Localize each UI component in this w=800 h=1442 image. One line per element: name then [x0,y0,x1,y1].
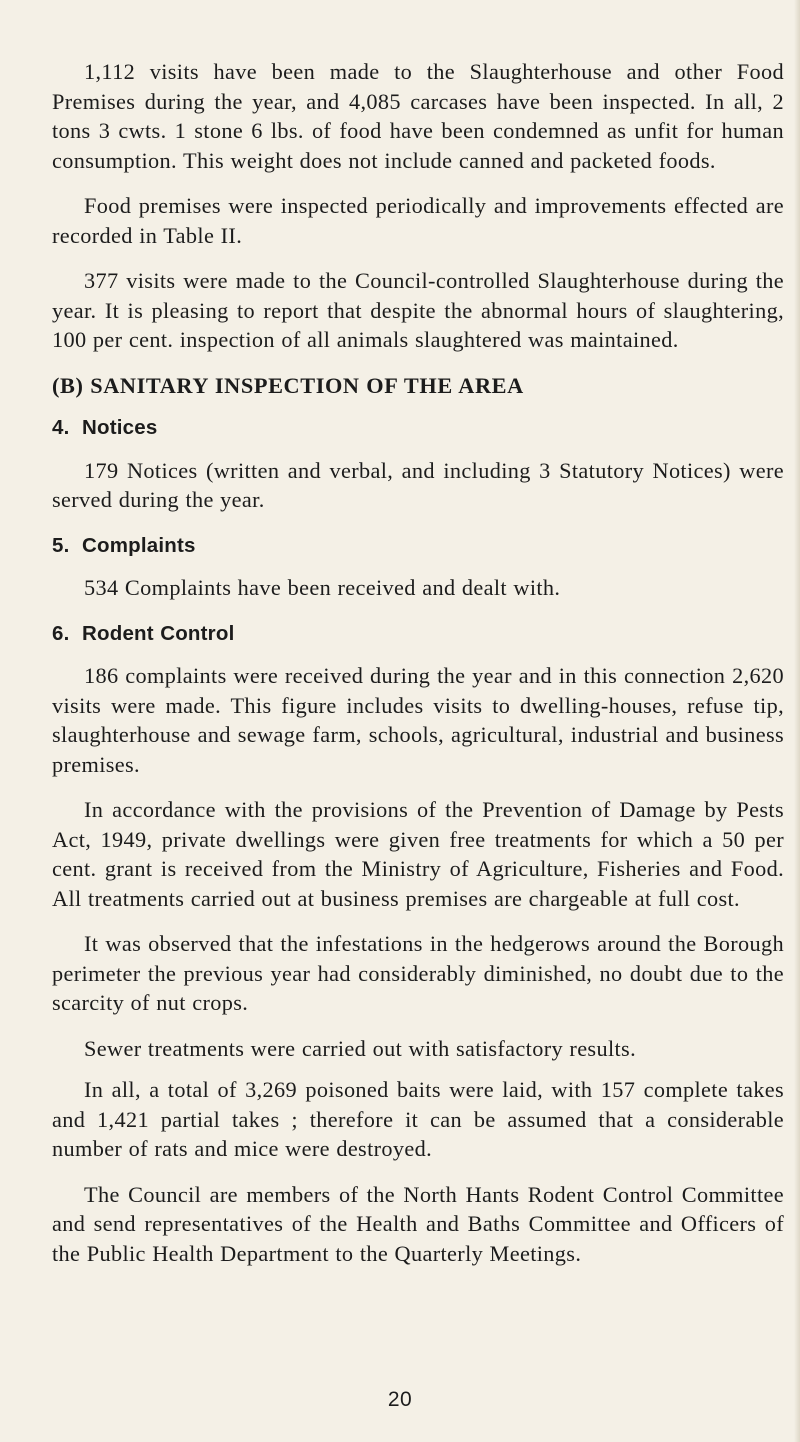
sub-heading-number: 5. [52,533,70,557]
sub-heading-number: 4. [52,416,70,439]
sub-heading-complaints [52,531,784,561]
paragraph-slaughterhouse-visits: 377 visits were made to the Council-controlled Slaughterhouse during the year. It is pleasing to report that despite the abnormal hours of slaughtering, 100 per cent. inspection of all animals slaughtered was maintained. [52,268,784,352]
sub-heading-rodent-control [52,619,784,649]
paragraph-pests-act: In accordance with the provisions of the Prevention of Damage by Pests Act, 1949, private dwellings were given free treatments for which a 50 per cent. grant is received from the Ministry of Agriculture, Fisheries and Food. All treatments carried out at business premises are chargeable at full cost. [52,797,784,911]
sub-heading-title: Complaints [82,533,196,557]
section-heading-sanitary-inspection: (B) SANITARY INSPECTION OF THE AREA [52,372,524,398]
paragraph-poisoned-baits: In all, a total of 3,269 poisoned baits were laid, with 157 complete takes and 1,421 partial takes ; therefore it can be assumed that a considerable number of rats and mice were destroyed. [52,1077,784,1161]
paragraph-hedgerow-infestations: It was observed that the infestations in the hedgerows around the Borough perimeter the previous year had considerably diminished, no doubt due to the scarcity of nut crops. [52,931,784,1015]
paragraph-north-hants-committee: The Council are members of the North Hants Rodent Control Committee and send representatives of the Health and Baths Committee and Officers of the Public Health Department to the Quarterly Meetings. [52,1181,784,1266]
paragraph-sewer-treatments: Sewer treatments were carried out with satisfactory results. [84,1035,637,1061]
sub-heading-notices [52,413,784,443]
sub-heading-title: Rodent Control [82,621,235,645]
paragraph-food-premises-inspection: Food premises were inspected periodically and improvements effected are recorded in Table II. [52,193,784,248]
paragraph-notices: 179 Notices (written and verbal, and including 3 Statutory Notices) were served during the year. [52,457,784,512]
page-number: 20 [387,1388,413,1411]
sub-heading-title: Notices [82,416,158,439]
sub-heading-number: 6. [52,621,70,645]
paragraph-food-premises-visits: 1,112 visits have been made to the Slaughterhouse and other Food Premises during the year, and 4,085 carcases have been inspected. In all, 2 tons 3 cwts. 1 stone 6 lbs. of food have been condemned as unfit for human consumption. This weight does not include canned and packeted foods. [52,59,784,173]
paragraph-complaints: 534 Complaints have been received and dealt with. [84,575,561,600]
document-body [52,57,784,1284]
paragraph-rodent-complaints: 186 complaints were received during the year and in this connection 2,620 visits were made. This figure includes visits to dwelling-houses, refuse tip, slaughterhouse and sewage farm, schools, agricultural, industrial and business premises. [52,663,784,777]
page-edge-shadow [794,0,800,1442]
